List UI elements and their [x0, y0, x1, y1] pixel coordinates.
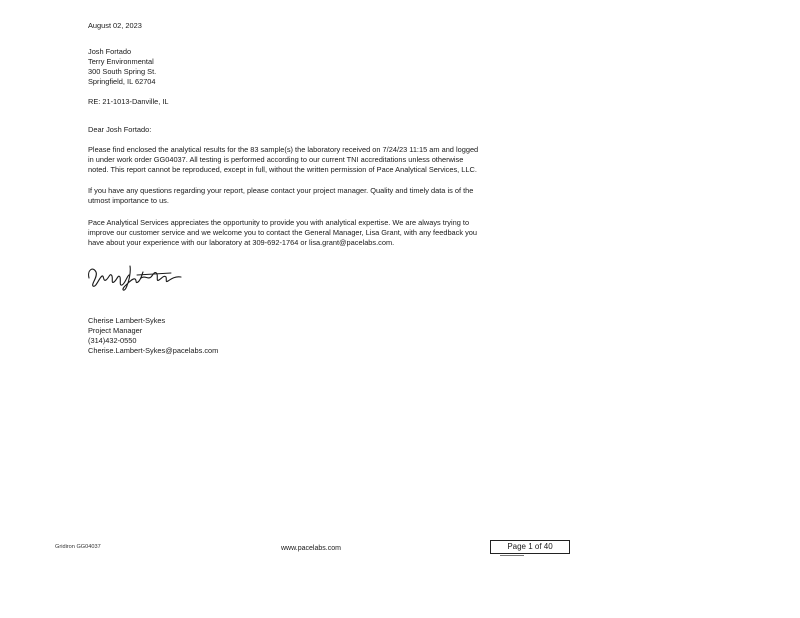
paragraph-feedback	[88, 218, 513, 248]
paragraph-line: noted. This report cannot be reproduced, except in full, without the written permission of Pace Analytical Services, LLC.	[88, 165, 477, 174]
letter-date: August 02, 2023	[88, 21, 142, 30]
paragraph-line: have about your experience with our laboratory at 309-692-1764 or lisa.grant@pacelabs.com.	[88, 238, 395, 247]
page-underline-mark	[500, 555, 524, 556]
recipient-company: Terry Environmental	[88, 57, 154, 66]
recipient-address	[88, 47, 156, 87]
recipient-city: Springfield, IL 62704	[88, 77, 156, 86]
paragraph-questions	[88, 186, 513, 206]
signer-phone: (314)432-0550	[88, 336, 137, 345]
paragraph-line: utmost importance to us.	[88, 196, 169, 205]
paragraph-results	[88, 145, 513, 175]
salutation: Dear Josh Fortado:	[88, 125, 152, 134]
signer-email: Cherise.Lambert-Sykes@pacelabs.com	[88, 346, 219, 355]
recipient-name: Josh Fortado	[88, 47, 132, 56]
paragraph-line: If you have any questions regarding your report, please contact your project manager. Quality and timely data is of the	[88, 186, 474, 195]
recipient-street: 300 South Spring St.	[88, 67, 157, 76]
paragraph-line: improve our customer service and we welcome you to contact the General Manager, Lisa Grant, with any feedback you	[88, 228, 478, 237]
handwritten-signature	[85, 258, 185, 294]
subject-line: RE: 21-1013-Danville, IL	[88, 97, 169, 106]
signer-name: Cherise Lambert-Sykes	[88, 316, 166, 325]
document-id: Gridiron GG04037	[55, 544, 101, 550]
footer-website: www.pacelabs.com	[281, 545, 341, 552]
paragraph-line: Pace Analytical Services appreciates the opportunity to provide you with analytical expertise. We are always trying to	[88, 218, 470, 227]
page-indicator: Page 1 of 40	[490, 540, 570, 554]
paragraph-line: in under work order GG04037. All testing is performed according to our current TNI accreditations unless otherwise	[88, 155, 464, 164]
paragraph-line: Please find enclosed the analytical results for the 83 sample(s) the laboratory received on 7/24/23 11:15 am and logged	[88, 145, 479, 154]
signer-title: Project Manager	[88, 326, 143, 335]
signature-block	[88, 316, 218, 356]
